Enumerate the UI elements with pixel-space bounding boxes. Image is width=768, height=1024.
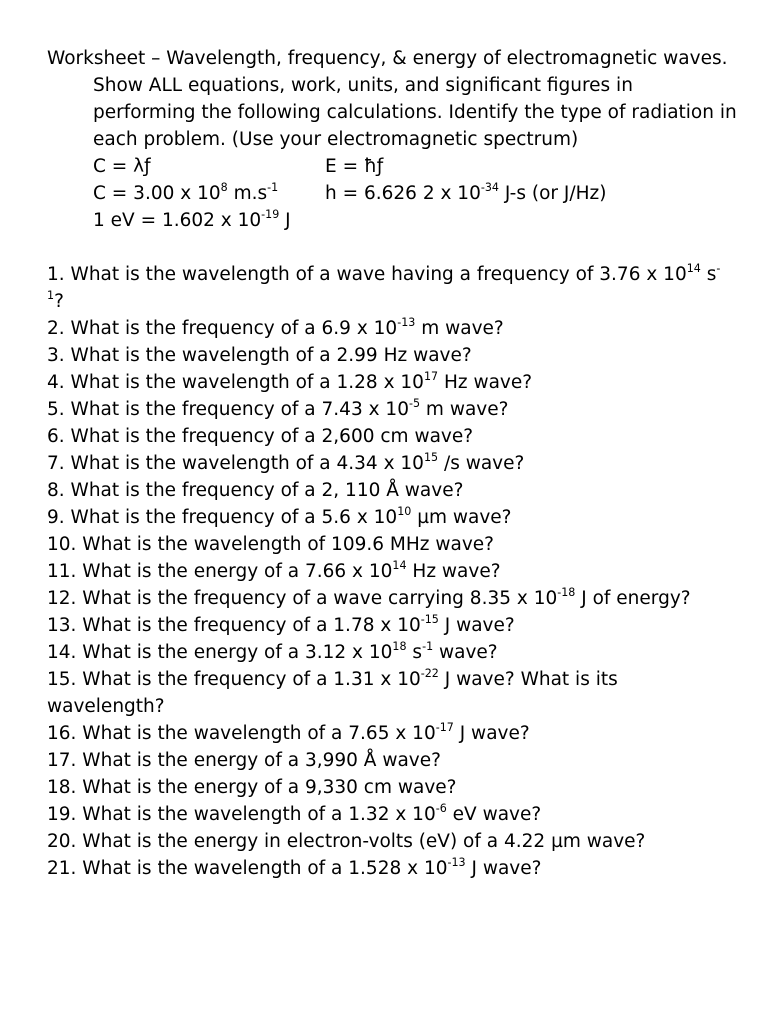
worksheet-page [47, 45, 737, 882]
question-item: 19. What is the wavelength of a 1.32 x $10^{-6}$ eV wave? [47, 802, 542, 825]
question-item: 2. What is the frequency of a 6.9 x $10^{-13}$ m wave? [47, 316, 504, 339]
question-item: 9. What is the frequency of a 5.6 x $10^{10}$ µm wave? [47, 505, 512, 528]
question-item: 5. What is the frequency of a 7.43 x $10^{-5}$ m wave? [47, 397, 509, 420]
question-item: 21. What is the wavelength of a 1.528 x $10^{-13}$ J wave? [47, 856, 542, 879]
planck-constant-value: h = 6.626 2 x $10^{-34}$ J-s (or J/Hz) [325, 181, 607, 204]
question-item: 7. What is the wavelength of a 4.34 x $10^{15}$ /s wave? [47, 451, 525, 474]
question-item: 1. What is the wavelength of a wave having a frequency of 3.76 x $10^{14}$ $s^{-1}$? [47, 262, 721, 312]
speed-of-light-value: C = 3.00 x $10^8$ $m.s^{-1}$ [93, 181, 279, 204]
formula-row-1 [93, 153, 737, 180]
question-item: 6. What is the frequency of a 2,600 cm wave? [47, 426, 474, 447]
section-spacer [47, 234, 737, 261]
energy-equation: E = ħƒ [325, 156, 384, 177]
formula-row-2 [93, 180, 737, 207]
question-item: 20. What is the energy in electron-volts (eV) of a 4.22 µm wave? [47, 831, 646, 852]
question-item: 18. What is the energy of a 9,330 cm wave? [47, 777, 457, 798]
question-item: 15. What is the frequency of a 1.31 x $10^{-22}$ J wave? What is its wavelength? [47, 667, 618, 717]
question-item: 3. What is the wavelength of a 2.99 Hz wave? [47, 345, 472, 366]
question-item: 10. What is the wavelength of 109.6 MHz wave? [47, 534, 494, 555]
question-item: 4. What is the wavelength of a 1.28 x $10^{17}$ Hz wave? [47, 370, 533, 393]
wave-equation: C = λƒ [93, 156, 151, 177]
question-item: 8. What is the frequency of a 2, 110 Å wave? [47, 480, 464, 501]
question-item: 16. What is the wavelength of a 7.65 x $10^{-17}$ J wave? [47, 721, 530, 744]
question-item: 13. What is the frequency of a 1.78 x $10^{-15}$ J wave? [47, 613, 515, 636]
instructions-text: Show ALL equations, work, units, and significant figures in performing the following calculations. Identify the type of radiation in each problem. (Use your electromagnetic spectrum) [93, 75, 737, 150]
instructions-block [93, 72, 737, 234]
question-item: 17. What is the energy of a 3,990 Å wave? [47, 750, 441, 771]
question-item: 12. What is the frequency of a wave carrying 8.35 x $10^{-18}$ J of energy? [47, 586, 691, 609]
question-item: 11. What is the energy of a 7.66 x $10^{14}$ Hz wave? [47, 559, 501, 582]
worksheet-title: Worksheet – Wavelength, frequency, & energy of electromagnetic waves. [47, 48, 728, 69]
question-item: 14. What is the energy of a 3.12 x $10^{18}$ $s^{-1}$ wave? [47, 640, 498, 663]
electron-volt-conversion: 1 eV = 1.602 x $10^{-19}$ J [93, 208, 291, 231]
question-list [47, 261, 737, 882]
